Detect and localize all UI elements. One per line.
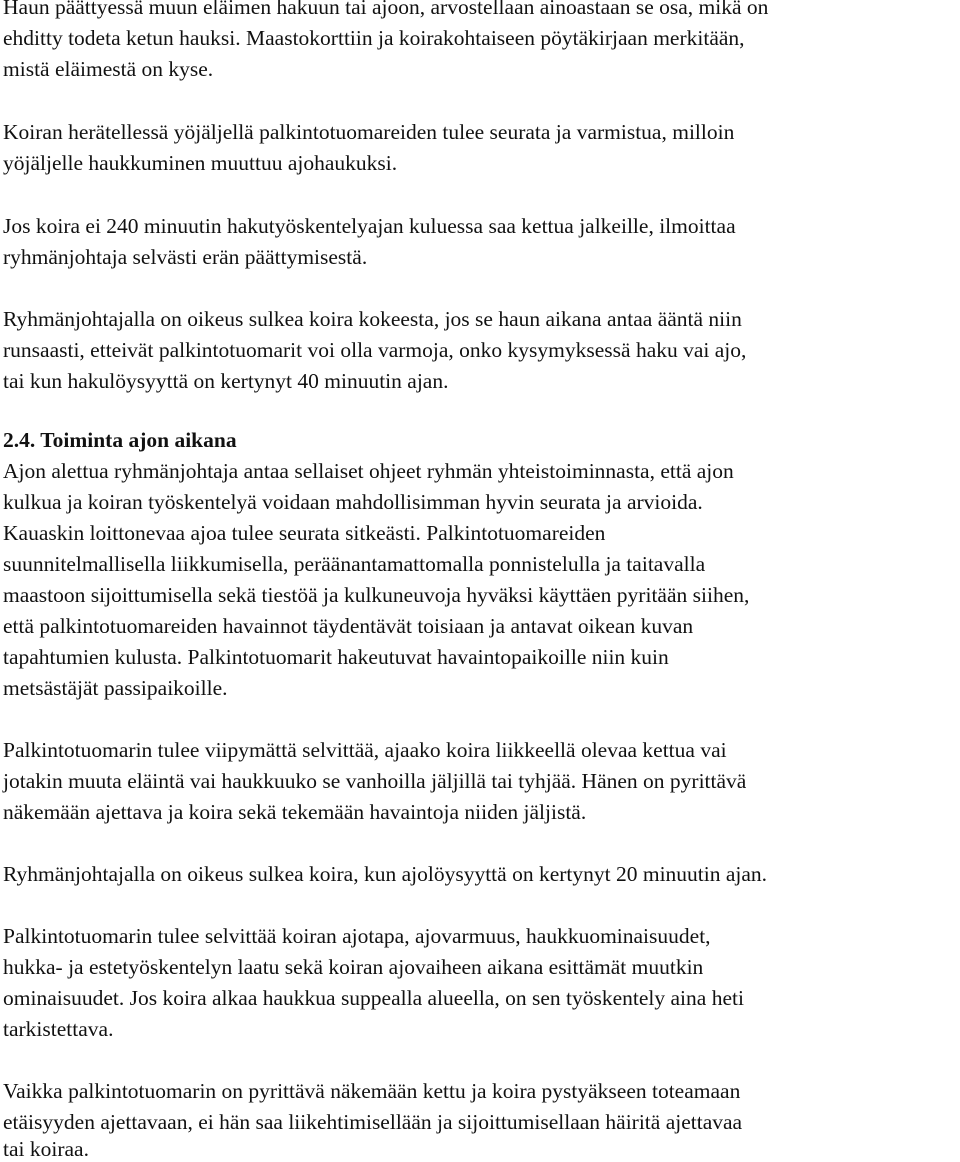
paragraph-1-line-2: ehditty todeta ketun hauksi. Maastokorttiin ja koirakohtaiseen pöytäkirjaan merkitään, [3, 26, 745, 50]
section-line-7: tapahtumien kulusta. Palkintotuomarit hakeutuvat havaintopaikoille niin kuin [3, 645, 669, 669]
paragraph-4-line-3: tai kun hakulöysyyttä on kertynyt 40 minuutin ajan. [3, 369, 449, 393]
after-paragraph-3-line-2: hukka- ja estetyöskentelyn laatu sekä koiran ajovaiheen aikana esittämät muutkin [3, 955, 704, 979]
paragraph-1-line-1: Haun päättyessä muun eläimen hakuun tai ajoon, arvostellaan ainoastaan se osa, mikä on [3, 0, 769, 19]
section-line-8: metsästäjät passipaikoille. [3, 676, 228, 700]
section-line-2: kulkua ja koiran työskentelyä voidaan mahdollisimman hyvin seurata ja arvioida. [3, 490, 703, 514]
paragraph-2-line-1: Koiran herätellessä yöjäljellä palkintotuomareiden tulee seurata ja varmistua, milloin [3, 120, 735, 144]
after-paragraph-4-line-3: tai koiraa. [3, 1137, 89, 1161]
paragraph-4-line-1: Ryhmänjohtajalla on oikeus sulkea koira kokeesta, jos se haun aikana antaa ääntä niin [3, 307, 742, 331]
paragraph-3-line-2: ryhmänjohtaja selvästi erän päättymisestä. [3, 245, 368, 269]
after-paragraph-1-line-1: Palkintotuomarin tulee viipymättä selvittää, ajaako koira liikkeellä olevaa kettua vai [3, 738, 727, 762]
section-line-5: maastoon sijoittumisella sekä tiestöä ja kulkuneuvoja hyväksi käyttäen pyritään siihen, [3, 583, 750, 607]
section-line-4: suunnitelmallisella liikkumisella, peräänantamattomalla ponnistelulla ja taitavalla [3, 552, 706, 576]
section-line-1: Ajon alettua ryhmänjohtaja antaa sellaiset ohjeet ryhmän yhteistoiminnasta, että ajon [3, 459, 734, 483]
after-paragraph-1-line-3: näkemään ajettava ja koira sekä tekemään havaintoja niiden jäljistä. [3, 800, 587, 824]
after-paragraph-4-line-2: etäisyyden ajettavaan, ei hän saa liikehtimisellään ja sijoittumisellaan häiritä ajettavaa [3, 1110, 743, 1134]
after-paragraph-4-line-1: Vaikka palkintotuomarin on pyrittävä näkemään kettu ja koira pystyäkseen toteamaan [3, 1079, 741, 1103]
paragraph-3-line-1: Jos koira ei 240 minuutin hakutyöskentelyajan kuluessa saa kettua jalkeille, ilmoittaa [3, 214, 736, 238]
after-paragraph-2-line-1: Ryhmänjohtajalla on oikeus sulkea koira, kun ajolöysyyttä on kertynyt 20 minuutin ajan. [3, 862, 768, 886]
section-heading: 2.4. Toiminta ajon aikana [3, 428, 237, 452]
paragraph-4-line-2: runsaasti, etteivät palkintotuomarit voi olla varmoja, onko kysymyksessä haku vai ajo, [3, 338, 747, 362]
paragraph-1-line-3: mistä eläimestä on kyse. [3, 57, 214, 81]
after-paragraph-3-line-1: Palkintotuomarin tulee selvittää koiran ajotapa, ajovarmuus, haukkuominaisuudet, [3, 924, 711, 948]
after-paragraph-1-line-2: jotakin muuta eläintä vai haukkuuko se vanhoilla jäljillä tai tyhjää. Hänen on pyrittävä [3, 769, 747, 793]
paragraph-2-line-2: yöjäljelle haukkuminen muuttuu ajohaukuksi. [3, 151, 398, 175]
after-paragraph-3-line-3: ominaisuudet. Jos koira alkaa haukkua suppealla alueella, on sen työskentely aina heti [3, 986, 744, 1010]
section-line-3: Kauaskin loittonevaa ajoa tulee seurata sitkeästi. Palkintotuomareiden [3, 521, 606, 545]
section-line-6: että palkintotuomareiden havainnot täydentävät toisiaan ja antavat oikean kuvan [3, 614, 694, 638]
after-paragraph-3-line-4: tarkistettava. [3, 1017, 114, 1041]
